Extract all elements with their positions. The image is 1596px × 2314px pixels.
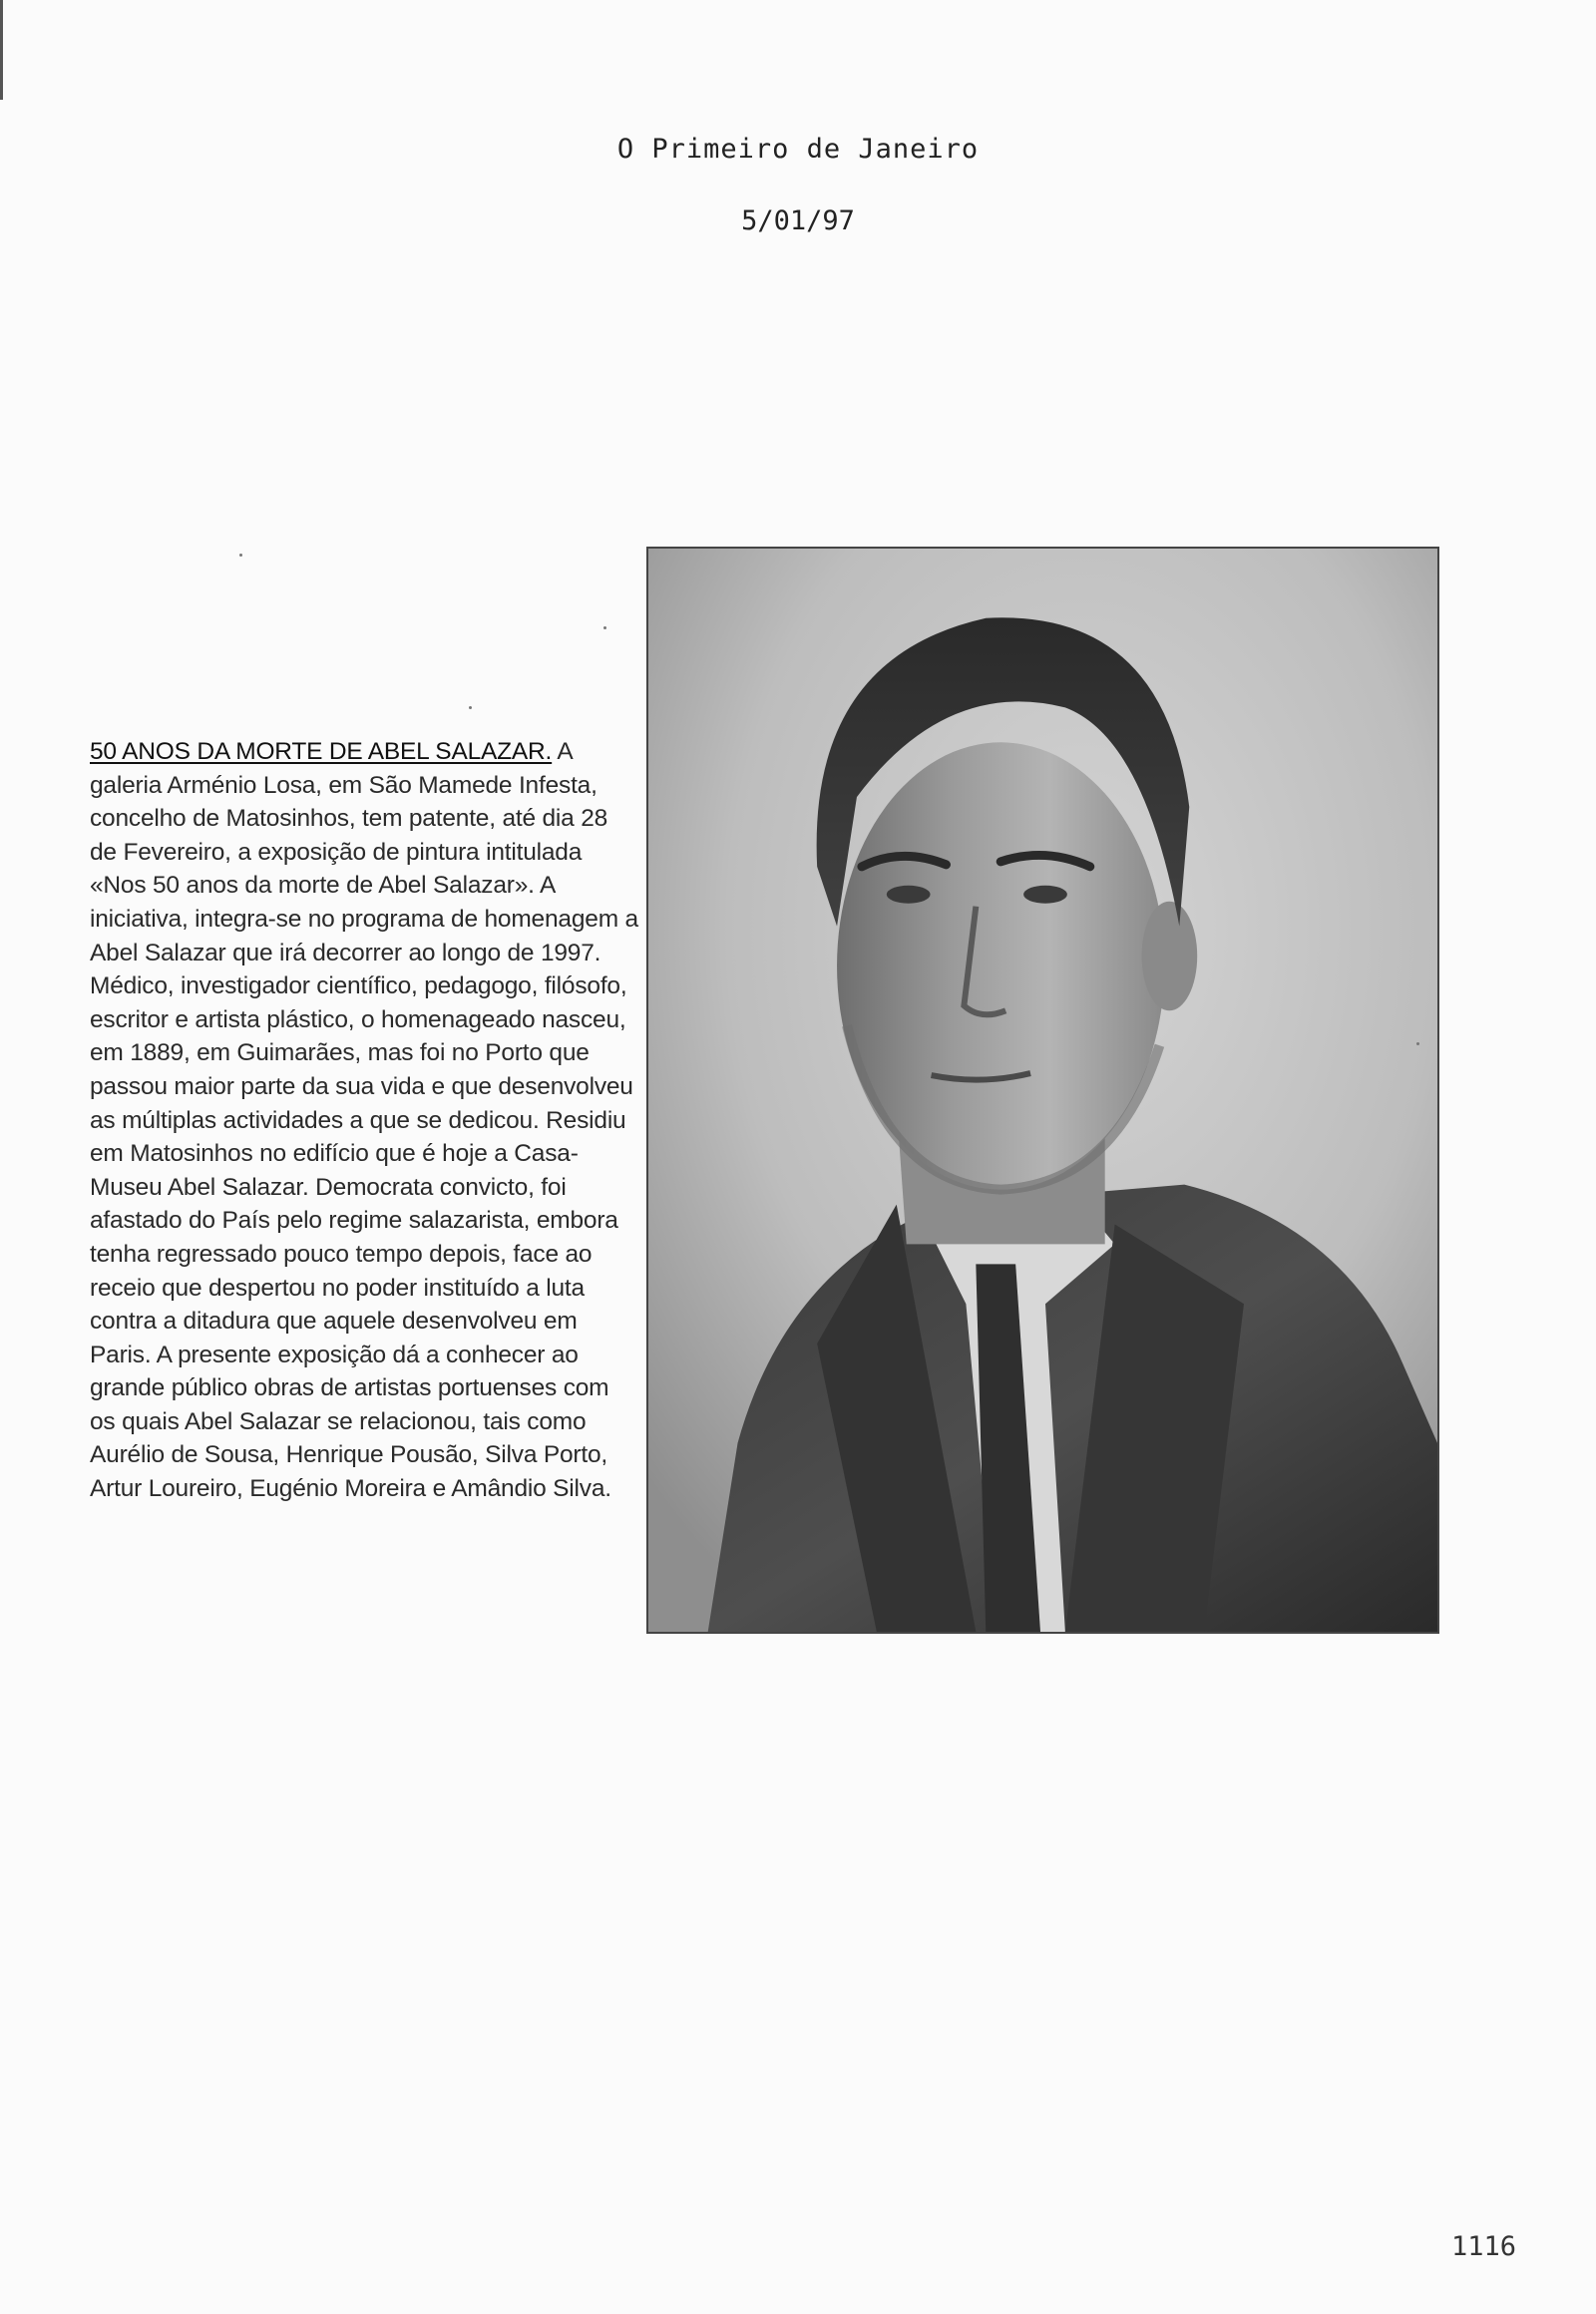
portrait-photograph: [646, 547, 1439, 1634]
newspaper-source: O Primeiro de Janeiro: [616, 134, 980, 165]
page-number: 1116: [1450, 2231, 1516, 2262]
portrait-image: [648, 549, 1437, 1632]
article-body: A galeria Arménio Losa, em São Mamede Infesta, concelho de Matosinhos, tem patente, até dia 28 de Fevereiro, a exposição de pintura intitulada «Nos 50 anos da morte de Abel Salazar». A iniciativa, integra-se no programa de homenagem a Abel Salazar que irá decorrer ao longo de 1997. Médico, investigador científico, pedagogo, filósofo, escritor e artista plástico, o homenageado nasceu, em 1889, em Guimarães, mas foi no Porto que passou maior parte da sua vida e que desenvolveu as múltiplas actividades a que se dedicou. Residiu em Matosinhos no edifício que é hoje a Casa-Museu Abel Salazar. Democrata convicto, foi afastado do País pelo regime salazarista, embora tenha regressado pouco tempo depois, face ao receio que despertou no poder instituído a luta contra a ditadura que aquele desenvolveu em Paris. A presente exposição dá a conhecer ao grande público obras de artistas portuenses com os quais Abel Salazar se relacionou, tais como Aurélio de Sousa, Henrique Pousão, Silva Porto, Artur Loureiro, Eugénio Moreira e Amândio Silva.: [90, 738, 638, 1503]
publication-date: 5/01/97: [741, 205, 855, 236]
article-text: [90, 735, 638, 1506]
scan-edge-mark: [0, 0, 3, 100]
scan-speck: [239, 554, 242, 557]
scan-speck: [1416, 1042, 1419, 1045]
article-headline: 50 ANOS DA MORTE DE ABEL SALAZAR.: [90, 738, 553, 765]
scan-speck: [469, 706, 472, 709]
scan-speck: [603, 626, 606, 629]
